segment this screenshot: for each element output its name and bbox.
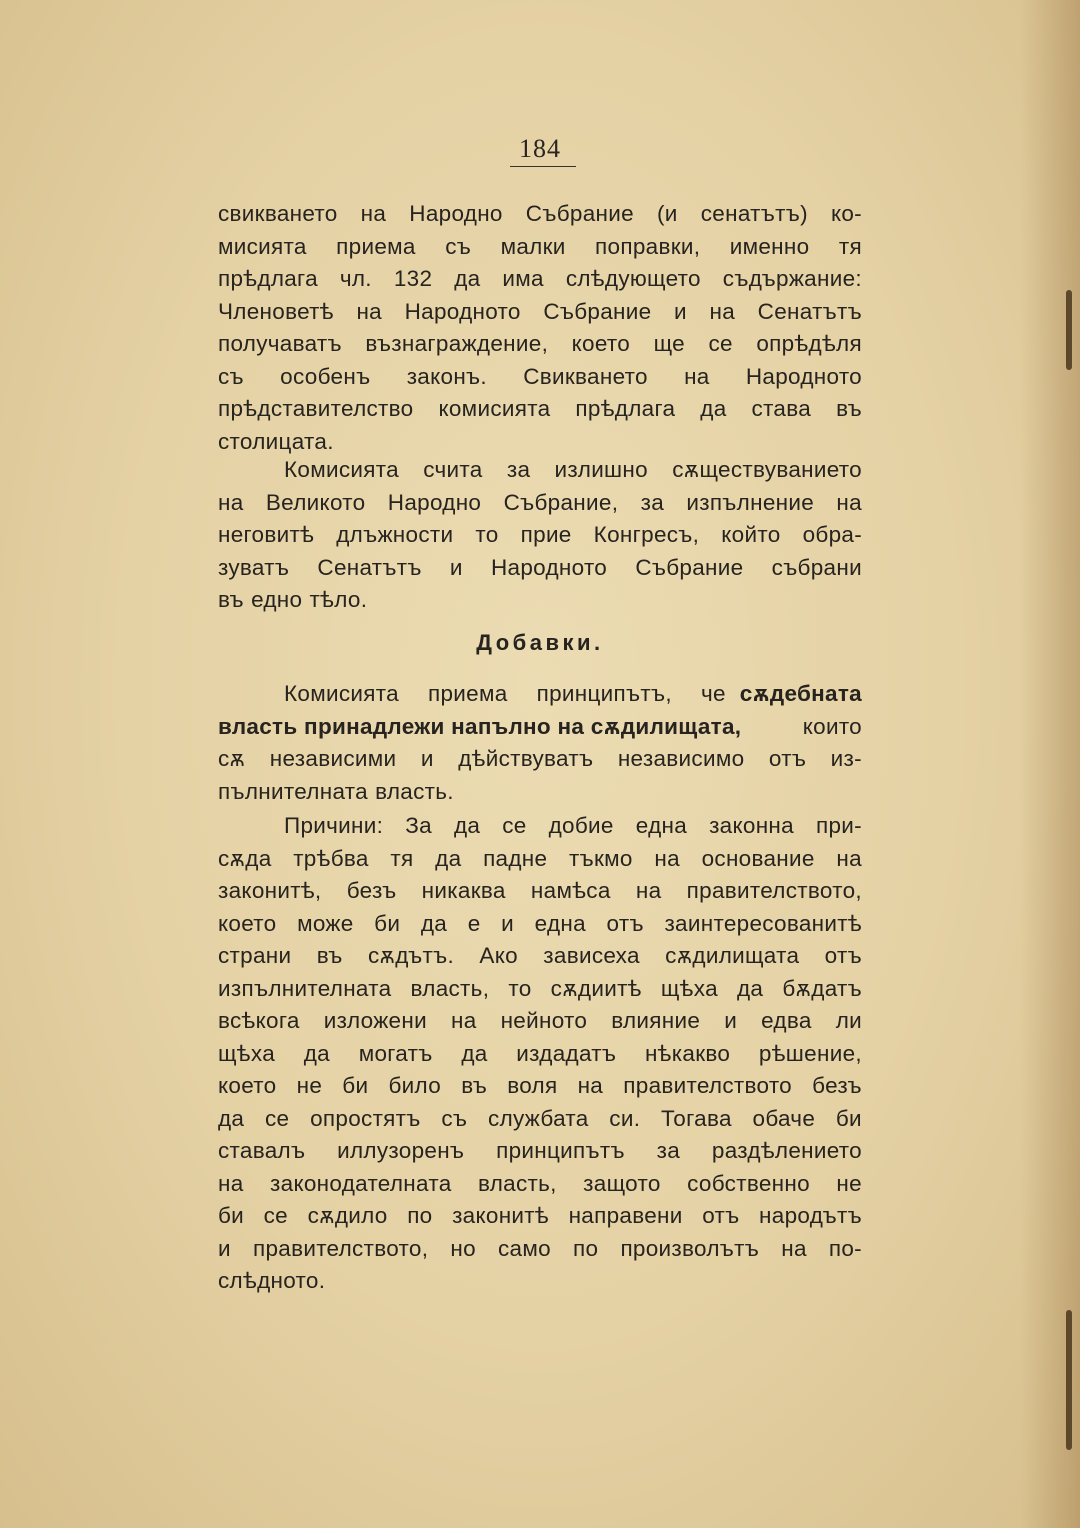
- word: правителството: [623, 1073, 792, 1098]
- word: въ: [218, 587, 244, 612]
- word: за: [506, 457, 531, 482]
- word: да: [303, 1040, 330, 1066]
- word: комисията: [438, 396, 551, 421]
- word: само: [497, 1235, 551, 1261]
- word: чл.: [339, 266, 372, 291]
- word: За: [405, 813, 432, 838]
- word: власть.: [375, 778, 454, 804]
- word: направени: [568, 1203, 683, 1228]
- text-line: [218, 875, 862, 908]
- word: на: [218, 1170, 244, 1196]
- word: пълнителната: [218, 778, 368, 804]
- word: падне: [483, 845, 548, 871]
- text-line: [218, 1135, 862, 1168]
- word: по-: [828, 1235, 862, 1261]
- word: би: [374, 910, 401, 936]
- word: да: [461, 1040, 488, 1066]
- word: сенатътъ): [700, 201, 808, 226]
- word: законъ.: [406, 363, 487, 389]
- section-heading: Добавки.: [476, 630, 604, 655]
- word: въ: [316, 943, 343, 968]
- word: Великото: [265, 489, 366, 515]
- word: мисията: [218, 233, 307, 259]
- word: воля: [507, 1073, 558, 1098]
- word: опрѣдѣля: [756, 331, 862, 356]
- word: и: [724, 1008, 738, 1033]
- word: Свикването: [523, 363, 648, 389]
- word: изложени: [323, 1008, 427, 1033]
- word: да: [737, 975, 764, 1001]
- word: столицата.: [218, 428, 334, 454]
- page-number-rule: [510, 166, 576, 167]
- word: на: [654, 845, 680, 871]
- emphasis-text: власть принадлежи напълно на сѫдилищата,: [218, 713, 742, 739]
- word: отъ: [606, 910, 644, 936]
- text-line: [218, 1233, 862, 1266]
- word: щѣха: [218, 1040, 276, 1066]
- text-line: [218, 296, 862, 329]
- word: принципътъ,: [536, 681, 672, 706]
- word: правителството,: [252, 1235, 429, 1261]
- text-line: [218, 231, 862, 264]
- word: което: [218, 1073, 277, 1098]
- word: Членоветѣ: [218, 298, 334, 324]
- word: съ: [441, 1105, 468, 1131]
- word: на: [709, 298, 736, 324]
- word: законодателната: [270, 1170, 452, 1196]
- word: Ако: [479, 943, 518, 968]
- word: на: [360, 201, 387, 226]
- word: сѫществуванието: [672, 457, 862, 482]
- word: би: [835, 1105, 862, 1131]
- word: собственно: [687, 1170, 810, 1196]
- word: щѣха: [660, 975, 718, 1001]
- text-line: [218, 584, 862, 617]
- word: произволътъ: [620, 1235, 760, 1261]
- word: изпълнителната: [218, 975, 392, 1001]
- text-line: [218, 678, 862, 711]
- word: неговитѣ: [218, 522, 315, 547]
- word: събрани: [771, 554, 862, 580]
- word: Събрание: [635, 554, 744, 580]
- word: службата: [488, 1105, 589, 1131]
- word: на: [577, 1073, 604, 1098]
- text-line: [218, 743, 862, 776]
- word: трѣбва: [293, 845, 369, 871]
- paragraph-convening: [218, 198, 862, 458]
- word: и: [674, 298, 687, 324]
- word: тя: [390, 845, 414, 871]
- text-line: [218, 1200, 862, 1233]
- word: опростятъ: [310, 1105, 421, 1131]
- word: ли: [835, 1008, 862, 1033]
- word: ко-: [830, 201, 862, 226]
- word: не: [836, 1170, 862, 1196]
- word: сѫдътъ.: [367, 943, 455, 968]
- word: да: [700, 396, 727, 421]
- text-line: [218, 393, 862, 426]
- word: обра-: [802, 522, 862, 547]
- text-line: [218, 711, 862, 744]
- word: съ: [218, 363, 244, 389]
- word: и: [420, 746, 434, 771]
- word: едно: [251, 587, 303, 612]
- word: влияние: [611, 1008, 701, 1033]
- word: би: [218, 1203, 245, 1228]
- word: законна: [709, 813, 794, 838]
- word: никаква: [421, 878, 506, 903]
- word: обаче: [752, 1105, 816, 1131]
- word: рѣшение,: [758, 1040, 862, 1066]
- text-line: [218, 1103, 862, 1136]
- word: Народно: [387, 489, 482, 515]
- word: Комисията: [284, 681, 399, 706]
- word: то: [475, 522, 499, 547]
- word: което: [571, 331, 631, 356]
- text-line: [218, 198, 862, 231]
- word: и: [501, 910, 515, 936]
- word: излишно: [554, 457, 648, 482]
- word: отъ: [824, 943, 862, 968]
- word: за: [656, 1138, 681, 1163]
- word: издадатъ: [516, 1040, 617, 1066]
- word: зуватъ: [218, 554, 290, 580]
- word: Събрание,: [503, 489, 619, 515]
- word: отъ: [768, 746, 807, 771]
- page-edge-mark: [1066, 1310, 1072, 1450]
- word: то: [508, 975, 532, 1001]
- word: безъ: [346, 878, 397, 903]
- text-line: [218, 552, 862, 585]
- text-line: [218, 487, 862, 520]
- word: раздѣлението: [711, 1138, 862, 1163]
- word: правителството,: [686, 878, 862, 903]
- page-edge-mark: [1066, 290, 1072, 370]
- text-line: [218, 940, 862, 973]
- word: на: [684, 363, 710, 389]
- word: за: [640, 489, 665, 515]
- word: длъжности: [336, 522, 454, 547]
- word: съдържание:: [722, 266, 862, 291]
- word: свикването: [218, 201, 338, 226]
- word: възнаграждение,: [365, 331, 549, 356]
- word: независими: [269, 746, 397, 771]
- text-line: [218, 908, 862, 941]
- text-line: [218, 1168, 862, 1201]
- word: приема: [427, 681, 508, 706]
- word: Събрание: [543, 298, 652, 324]
- word: се: [263, 1203, 288, 1228]
- word: една: [635, 813, 688, 838]
- word: сѫдилищата: [665, 943, 800, 968]
- text-line: [218, 776, 862, 809]
- word: малки: [500, 233, 566, 259]
- paragraph-reasons: [218, 810, 862, 1298]
- word: основание: [701, 845, 815, 871]
- text-line: [218, 1005, 862, 1038]
- text-line: [218, 263, 862, 296]
- word: особенъ: [280, 363, 371, 389]
- word: Сенатътъ: [317, 554, 422, 580]
- word: става: [751, 396, 812, 421]
- word: ставалъ: [218, 1138, 306, 1163]
- word: и: [218, 1235, 231, 1261]
- word: се: [502, 813, 527, 838]
- word: 132: [393, 266, 433, 291]
- word: било: [388, 1073, 442, 1098]
- word: именно: [729, 233, 810, 259]
- word: дѣйствуватъ: [458, 746, 594, 771]
- word: да: [218, 1105, 245, 1131]
- word: изпълнение: [686, 489, 815, 515]
- word: приема: [336, 233, 416, 259]
- word: намѣса: [530, 878, 611, 903]
- word: да: [435, 845, 462, 871]
- word: е: [467, 910, 481, 936]
- word: тъкмо: [569, 845, 633, 871]
- word: сѫда: [218, 845, 272, 871]
- word: си.: [609, 1105, 641, 1131]
- word: което: [218, 910, 277, 936]
- text-line: [218, 843, 862, 876]
- word: да: [454, 266, 481, 291]
- word: сѫ: [218, 746, 246, 771]
- word: въ: [836, 396, 862, 421]
- word: Конгресъ,: [593, 522, 700, 547]
- word: бѫдатъ: [782, 975, 862, 1001]
- word: могатъ: [358, 1040, 433, 1066]
- word: власть,: [477, 1170, 557, 1196]
- word: съ: [445, 233, 472, 259]
- word: Народното: [404, 298, 521, 324]
- word: се: [708, 331, 733, 356]
- text-line: [218, 1038, 862, 1071]
- word: нѣкакво: [644, 1040, 731, 1066]
- word: Народното: [745, 363, 862, 389]
- text-line: [218, 1070, 862, 1103]
- word: може: [297, 910, 354, 936]
- word: да: [453, 813, 481, 838]
- word: на: [836, 489, 862, 515]
- word: власть,: [410, 975, 490, 1001]
- word: едва: [761, 1008, 812, 1033]
- text-line: [218, 519, 862, 552]
- word: безъ: [812, 1073, 862, 1098]
- word: народътъ: [759, 1203, 862, 1228]
- word: Причини:: [284, 813, 384, 838]
- word: прѣдлага: [218, 266, 318, 291]
- word: сѫдиитѣ: [550, 975, 642, 1001]
- word: тя: [838, 233, 862, 259]
- word: има: [502, 266, 544, 291]
- word: заинтересованитѣ: [664, 910, 862, 936]
- word: Народно: [409, 201, 503, 226]
- word: на: [836, 845, 862, 871]
- word: прѣдлага: [575, 396, 676, 421]
- word: иллузоренъ: [337, 1138, 465, 1163]
- word: прие: [520, 522, 572, 547]
- word: отъ: [702, 1203, 740, 1228]
- word: получаватъ: [218, 331, 342, 356]
- word: законитѣ: [452, 1203, 549, 1228]
- text-line: [218, 1265, 862, 1298]
- word: сѫдило: [307, 1203, 388, 1228]
- word: да: [420, 910, 448, 936]
- paragraph-grand-assembly: [218, 454, 862, 617]
- text-word-group: [284, 678, 726, 711]
- emphasis-text: сѫдебната: [739, 681, 862, 706]
- word: че: [700, 681, 726, 706]
- word: (и: [657, 201, 678, 226]
- word: една: [534, 910, 586, 936]
- text-line: [218, 454, 862, 487]
- paragraph-judicial-power: [218, 678, 862, 808]
- word: защото: [583, 1170, 661, 1196]
- text-line: [218, 973, 862, 1006]
- word: Събрание: [525, 201, 634, 226]
- word: страни: [218, 943, 292, 968]
- word: из-: [830, 746, 862, 771]
- word: нейното: [500, 1008, 588, 1033]
- word: не: [296, 1073, 323, 1098]
- word: принципътъ: [496, 1138, 625, 1163]
- word: слѣдующето: [565, 266, 701, 291]
- text-line: [218, 328, 862, 361]
- word: поправки,: [595, 233, 701, 259]
- word: на: [218, 489, 244, 515]
- word: на: [450, 1008, 477, 1033]
- word: на: [781, 1235, 807, 1261]
- word: при-: [815, 813, 862, 838]
- word: зависеха: [543, 943, 640, 968]
- text-word-group: които: [802, 713, 862, 739]
- word: добие: [548, 813, 614, 838]
- word: който: [721, 522, 781, 547]
- text-line: [218, 361, 862, 394]
- word: независимо: [617, 746, 745, 771]
- page-number: 184: [519, 134, 561, 163]
- word: на: [635, 878, 662, 903]
- word: Тогава: [661, 1105, 732, 1131]
- word: законитѣ,: [218, 878, 322, 903]
- word: и: [449, 554, 463, 580]
- text-line: [218, 810, 862, 843]
- word: въ: [461, 1073, 488, 1098]
- word: по: [573, 1235, 599, 1261]
- word: всѣкога: [218, 1008, 300, 1033]
- word: се: [264, 1105, 290, 1131]
- word: Комисията: [284, 457, 399, 482]
- word: Сенатътъ: [757, 298, 862, 324]
- word: слѣдното.: [218, 1268, 326, 1293]
- word: Народното: [490, 554, 608, 580]
- word: счита: [423, 457, 483, 482]
- word: тѣло.: [309, 587, 368, 612]
- word: би: [342, 1073, 369, 1098]
- word: ще: [653, 331, 685, 356]
- word: но: [450, 1235, 476, 1261]
- word: по: [407, 1203, 433, 1228]
- word: на: [356, 298, 382, 324]
- word: прѣдставителство: [218, 396, 414, 421]
